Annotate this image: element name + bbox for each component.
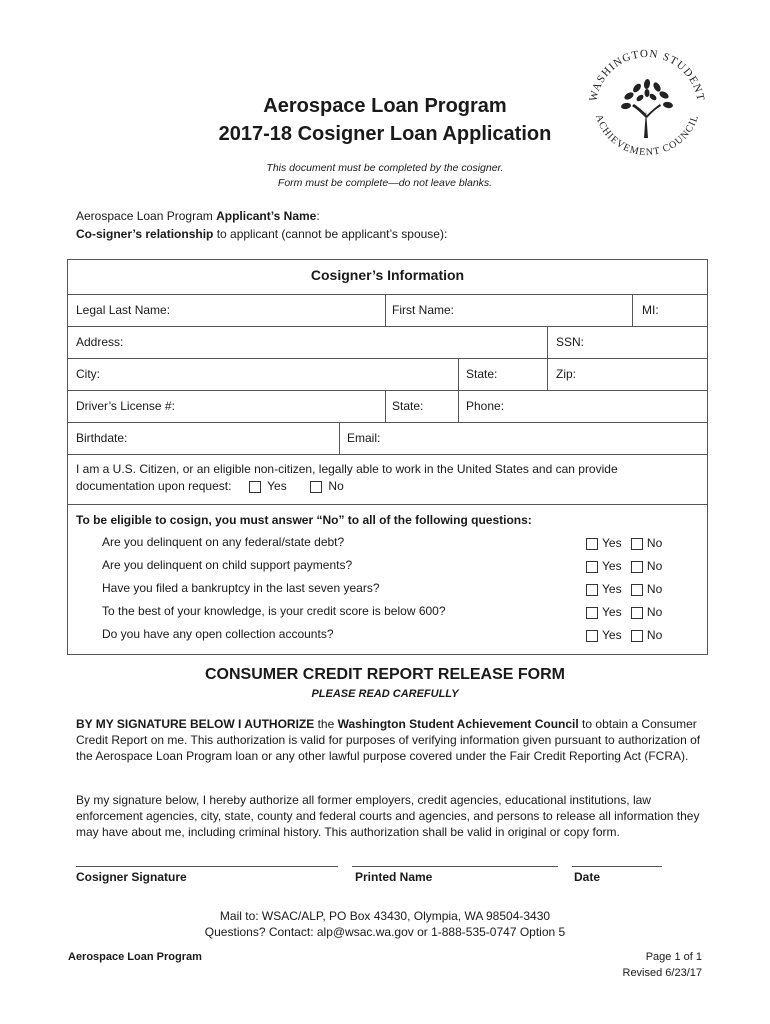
relationship-label: Co-signer’s relationship — [76, 227, 214, 241]
address-field[interactable]: Address: — [76, 335, 124, 349]
wsac-name: Washington Student Achievement Council — [337, 717, 579, 731]
birthdate-field[interactable]: Birthdate: — [76, 431, 128, 445]
first-name-field[interactable]: First Name: — [392, 303, 455, 317]
no-label: No — [646, 582, 663, 596]
no-label: No — [646, 559, 663, 573]
applicant-name-prefix: Aerospace Loan Program — [76, 209, 217, 223]
no-label: No — [646, 628, 663, 642]
q3-yes-checkbox[interactable] — [586, 584, 598, 596]
state-field[interactable]: State: — [466, 367, 498, 381]
q2-yes-checkbox[interactable] — [586, 561, 598, 573]
citizenship-statement: I am a U.S. Citizen, or an eligible non-citizen, legally able to work in the United States and can provide — [76, 462, 618, 476]
q5-no-checkbox[interactable] — [631, 630, 643, 642]
no-label: No — [646, 536, 663, 550]
yes-label: Yes — [602, 605, 622, 619]
footer-program-name: Aerospace Loan Program — [68, 951, 202, 963]
citizen-yes-label: Yes — [267, 479, 287, 493]
cosigner-signature-line[interactable] — [76, 866, 338, 867]
note-no-blanks: Form must be complete—do not leave blanks. — [277, 177, 493, 189]
no-label: No — [646, 605, 663, 619]
q4-no-checkbox[interactable] — [631, 607, 643, 619]
relationship-note: to applicant (cannot be applicant’s spouse): — [213, 227, 448, 241]
zip-field[interactable]: Zip: — [556, 367, 577, 381]
applicant-name-line — [76, 209, 320, 223]
q4-yes-checkbox[interactable] — [586, 607, 598, 619]
authorization-paragraph — [76, 716, 702, 764]
revised-date: Revised 6/23/17 — [622, 967, 702, 979]
cosigner-info-heading: Cosigner’s Information — [310, 267, 465, 283]
row-address — [68, 326, 707, 358]
ssn-field[interactable]: SSN: — [556, 335, 585, 349]
release-form-title: CONSUMER CREDIT REPORT RELEASE FORM — [204, 666, 565, 683]
eligibility-section — [68, 504, 707, 655]
yes-label: Yes — [602, 582, 622, 596]
license-state-field[interactable]: State: — [392, 399, 424, 413]
row-city — [68, 358, 707, 390]
question-bankruptcy: Have you filed a bankruptcy in the last seven years? — [102, 581, 380, 595]
email-field[interactable]: Email: — [347, 431, 381, 445]
answer-bankruptcy — [586, 582, 662, 596]
release-form-subtitle: PLEASE READ CAREFULLY — [311, 688, 459, 700]
cosigner-info-box — [67, 259, 708, 655]
cosigner-signature-label: Cosigner Signature — [76, 870, 187, 884]
yes-label: Yes — [602, 559, 622, 573]
title-line1: Aerospace Loan Program — [263, 95, 507, 117]
citizen-no-checkbox[interactable] — [310, 481, 322, 493]
eligibility-heading: To be eligible to cosign, you must answer “No” to all of the following questions: — [76, 513, 532, 527]
printed-name-label: Printed Name — [355, 870, 433, 884]
q1-yes-checkbox[interactable] — [586, 538, 598, 550]
page-number: Page 1 of 1 — [645, 951, 702, 963]
date-line[interactable] — [572, 866, 662, 867]
question-credit-score: To the best of your knowledge, is your credit score is below 600? — [102, 604, 446, 618]
svg-text:ACHIEVEMENT COUNCIL: ACHIEVEMENT COUNCIL — [592, 113, 702, 159]
authorize-lead: BY MY SIGNATURE BELOW I AUTHORIZE — [76, 717, 315, 731]
authorize-body: to obtain a Consumer Credit Report on me. This authorization is valid for purposes of verifying information given pursuant to authorization of the Aerospace Loan Program loan or any other lawful purpose covered under the Fair Credit Reporting Act (FCRA). — [76, 717, 701, 763]
row-license — [68, 390, 707, 422]
q3-no-checkbox[interactable] — [631, 584, 643, 596]
citizen-no-label: No — [328, 479, 344, 493]
answer-federal-debt — [586, 536, 662, 550]
phone-field[interactable]: Phone: — [466, 399, 505, 413]
authorize-the: the — [314, 717, 338, 731]
mail-to-address: Mail to: WSAC/ALP, PO Box 43430, Olympia, WA 98504-3430 — [219, 909, 551, 923]
note-completed-by-cosigner: This document must be completed by the cosigner. — [266, 162, 504, 174]
mi-field[interactable]: MI: — [642, 303, 659, 317]
legal-last-name-field[interactable]: Legal Last Name: — [76, 303, 171, 317]
applicant-name-colon: : — [316, 209, 320, 223]
question-child-support: Are you delinquent on child support payments? — [102, 558, 353, 572]
svg-text:WASHINGTON STUDENT: WASHINGTON STUDENT — [587, 47, 707, 103]
printed-name-line[interactable] — [352, 866, 558, 867]
question-federal-debt: Are you delinquent on any federal/state debt? — [102, 535, 345, 549]
q2-no-checkbox[interactable] — [631, 561, 643, 573]
row-birthdate — [68, 422, 707, 454]
row-name — [68, 294, 707, 326]
question-collections: Do you have any open collection accounts? — [102, 627, 334, 641]
title-line2: 2017-18 Cosigner Loan Application — [218, 123, 552, 145]
row-citizenship — [68, 454, 707, 504]
citizenship-options — [76, 479, 344, 493]
answer-child-support — [586, 559, 662, 573]
answer-credit-score — [586, 605, 662, 619]
questions-contact: Questions? Contact: alp@wsac.wa.gov or 1-888-535-0747 Option 5 — [204, 925, 566, 939]
yes-label: Yes — [602, 536, 622, 550]
date-label: Date — [574, 870, 601, 884]
q5-yes-checkbox[interactable] — [586, 630, 598, 642]
citizen-yes-checkbox[interactable] — [249, 481, 261, 493]
yes-label: Yes — [602, 628, 622, 642]
drivers-license-field[interactable]: Driver’s License #: — [76, 399, 175, 413]
release-paragraph: By my signature below, I hereby authorize all former employers, credit agencies, educational institutions, law enforcement agencies, city, state, county and federal courts and agencies, and persons to release all information they may have about me, including criminal history. This authorization shall be valid in original or copy form. — [76, 793, 700, 839]
answer-collections — [586, 628, 662, 642]
q1-no-checkbox[interactable] — [631, 538, 643, 550]
city-field[interactable]: City: — [76, 367, 100, 381]
applicant-name-label: Applicant’s Name — [216, 209, 317, 223]
relationship-line — [76, 227, 447, 241]
citizenship-documentation-text: documentation upon request: — [76, 479, 232, 493]
